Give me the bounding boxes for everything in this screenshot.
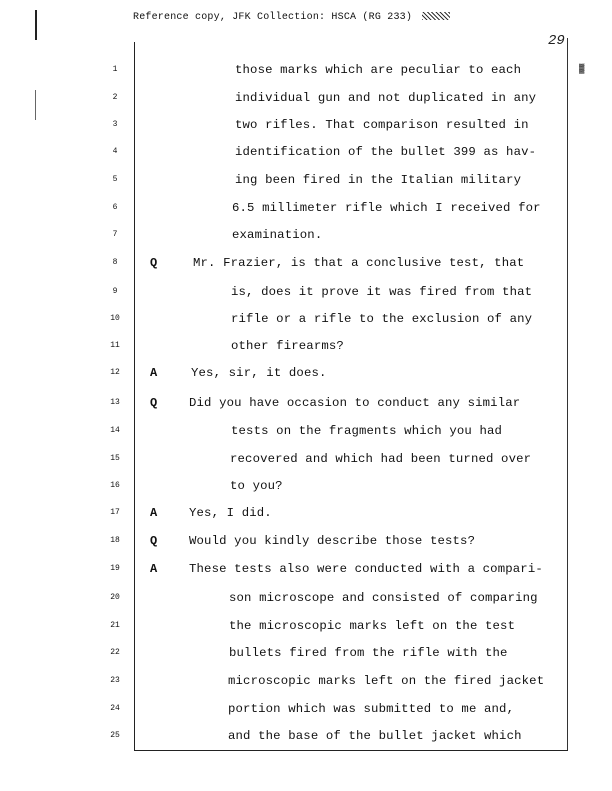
reference-text: Reference copy, JFK Collection: HSCA (RG 233) [133,12,413,23]
line-number: 21 [110,621,120,630]
line-text: those marks which are peculiar to each [235,63,522,77]
transcript-line [0,564,612,584]
line-text: ing been fired in the Italian military [235,173,522,187]
transcript-line [0,230,612,250]
line-number: 24 [110,704,120,713]
redaction-mark [422,12,450,20]
transcript-line [0,341,612,361]
margin-mark [35,10,37,40]
transcript-line [0,676,612,696]
transcript-line [0,147,612,167]
line-text: and the base of the bullet jacket which [228,729,522,743]
line-text: is, does it prove it was fired from that [231,285,533,299]
line-number: 10 [110,314,120,323]
transcript-line [0,481,612,501]
line-number: 17 [110,508,120,517]
transcript-line [0,536,612,556]
reference-header [133,12,450,23]
transcript-line [0,203,612,223]
line-text: recovered and which had been turned over [230,452,532,466]
line-number: 7 [112,230,118,239]
speaker-label: Q [150,256,158,270]
speaker-label: A [150,562,158,576]
page-number: 29 [548,33,565,49]
line-number: 16 [110,481,120,490]
transcript-line [0,65,612,85]
line-text: Would you kindly describe those tests? [189,534,476,548]
line-number: 23 [110,676,120,685]
line-number: 3 [112,120,118,129]
line-text: Did you have occasion to conduct any similar [189,396,521,410]
line-number: 11 [110,341,120,350]
line-number: 12 [110,368,120,377]
line-number: 18 [110,536,120,545]
line-number: 15 [110,454,120,463]
line-number: 19 [110,564,120,573]
speaker-label: Q [150,396,158,410]
transcript-line [0,508,612,528]
speaker-label: A [150,366,158,380]
transcript-line [0,398,612,418]
line-number: 4 [112,147,118,156]
line-number: 1 [112,65,118,74]
line-text: portion which was submitted to me and, [228,702,515,716]
line-text: tests on the fragments which you had [231,424,503,438]
line-text: individual gun and not duplicated in any [235,91,537,105]
transcript-line [0,621,612,641]
line-text: the microscopic marks left on the test [229,619,516,633]
line-text: microscopic marks left on the fired jacket [228,674,545,688]
line-number: 22 [110,648,120,657]
line-number: 13 [110,398,120,407]
line-text: two rifles. That comparison resulted in [235,118,529,132]
line-number: 8 [112,258,118,267]
line-text: examination. [232,228,323,242]
line-text: identification of the bullet 399 as hav- [235,145,537,159]
transcript-line [0,731,612,751]
margin-smudge: ▓ [579,64,585,74]
transcript-line [0,175,612,195]
transcript-line [0,426,612,446]
line-number: 6 [112,203,118,212]
transcript-line [0,704,612,724]
line-text: 6.5 millimeter rifle which I received for [232,201,541,215]
line-text: rifle or a rifle to the exclusion of any [231,312,533,326]
line-number: 25 [110,731,120,740]
line-text: These tests also were conducted with a compari- [189,562,543,576]
line-text: son microscope and consisted of comparing [229,591,538,605]
speaker-label: A [150,506,158,520]
right-margin-rule [567,38,568,750]
transcript-line [0,287,612,307]
transcript-line [0,314,612,334]
line-number: 14 [110,426,120,435]
transcript-line [0,258,612,278]
transcript-line [0,593,612,613]
line-number: 9 [112,287,118,296]
speaker-label: Q [150,534,158,548]
transcript-line [0,120,612,140]
line-text: Mr. Frazier, is that a conclusive test, that [193,256,525,270]
transcript-line [0,648,612,668]
transcript-line [0,454,612,474]
line-number: 20 [110,593,120,602]
transcript-line [0,368,612,388]
line-text: bullets fired from the rifle with the [229,646,508,660]
line-text: to you? [230,479,283,493]
line-text: Yes, sir, it does. [191,366,327,380]
line-text: Yes, I did. [189,506,272,520]
line-text: other firearms? [231,339,344,353]
transcript-line [0,93,612,113]
line-number: 5 [112,175,118,184]
line-number: 2 [112,93,118,102]
